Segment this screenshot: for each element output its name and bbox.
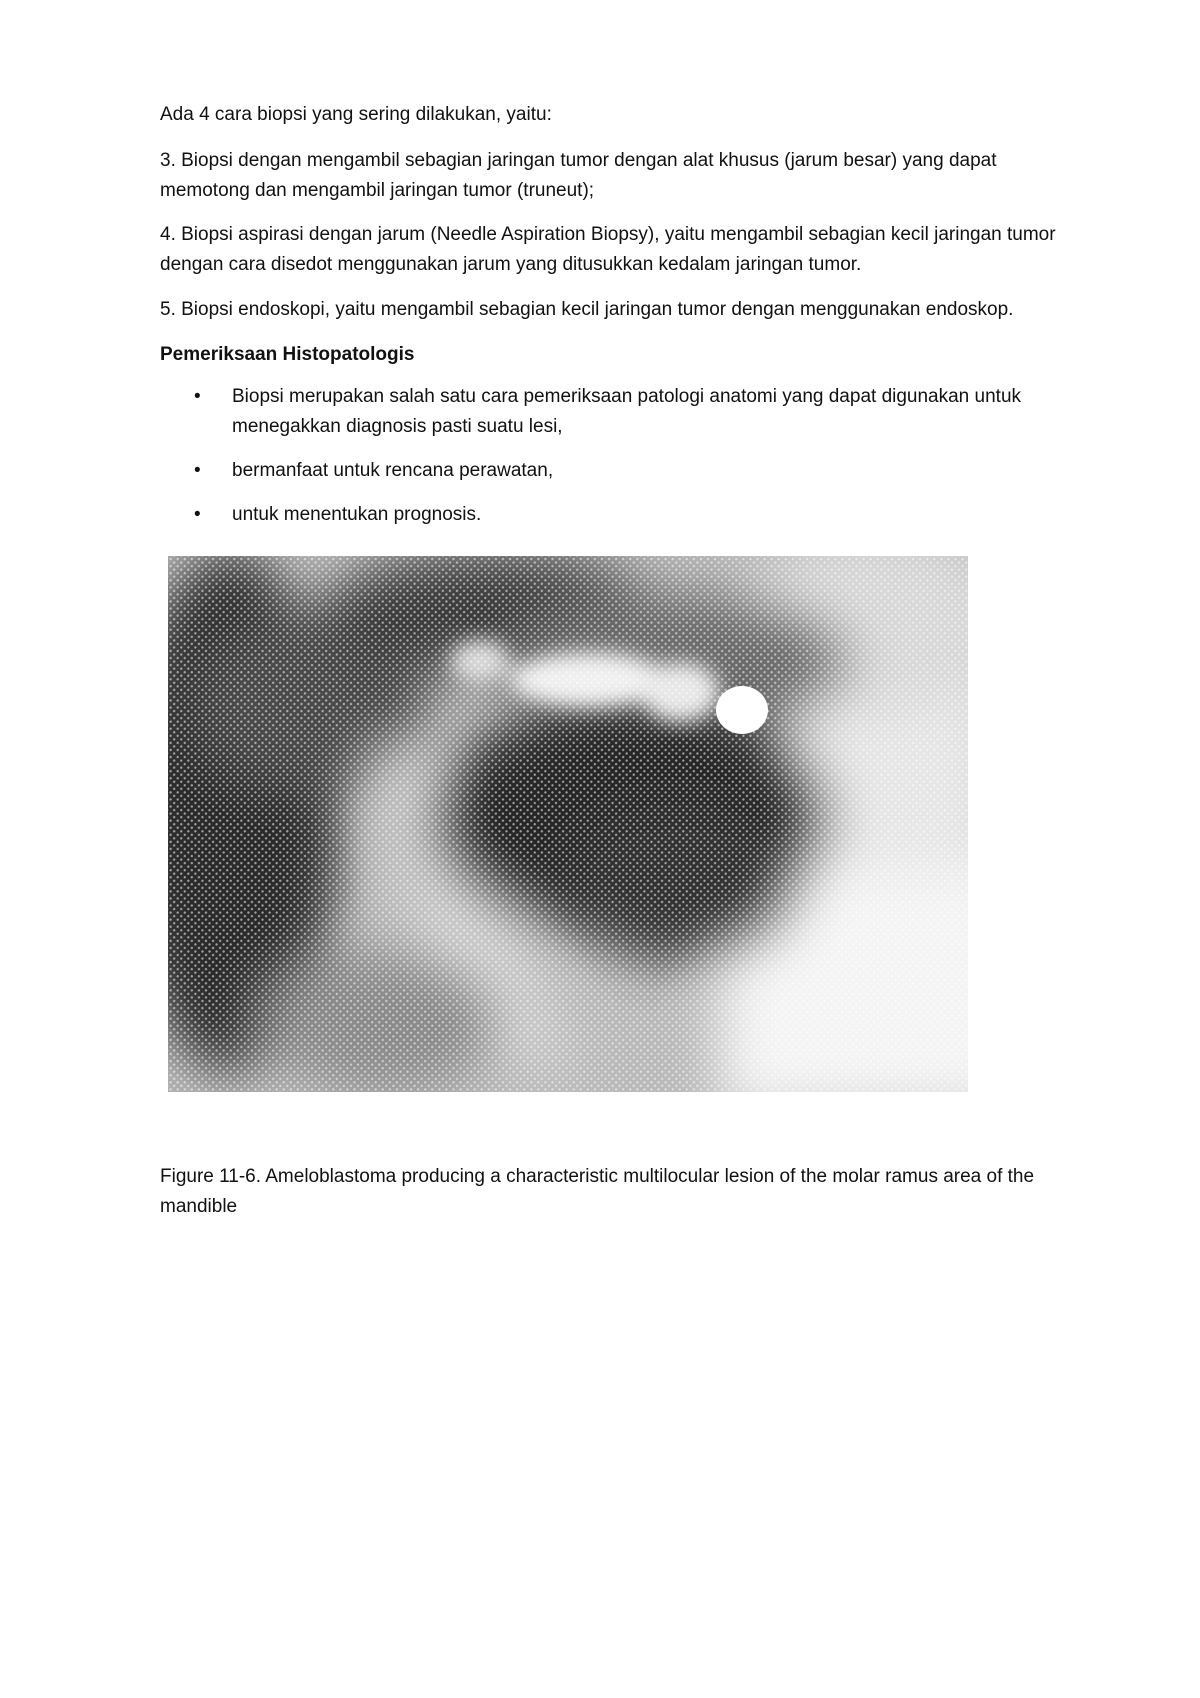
section-heading: Pemeriksaan Histopatologis bbox=[160, 344, 415, 365]
list-item-text: bermanfaat untuk rencana perawatan, bbox=[232, 460, 554, 481]
biopsy-item-5: 5. Biopsi endoskopi, yaitu mengambil sebagian kecil jaringan tumor dengan menggunakan endoskop. bbox=[160, 299, 1014, 320]
bullet-icon: • bbox=[194, 504, 201, 525]
figure-caption: Figure 11-6. Ameloblastoma producing a characteristic multilocular lesion of the molar ramus area of the mandible bbox=[160, 1166, 1035, 1217]
biopsy-item-3: 3. Biopsi dengan mengambil sebagian jaringan tumor dengan alat khusus (jarum besar) yang dapat memotong dan mengambil jaringan tumor (truneut); bbox=[160, 150, 997, 201]
bullet-icon: • bbox=[194, 460, 201, 481]
biopsy-item-4: 4. Biopsi aspirasi dengan jarum (Needle Aspiration Biopsy), yaitu mengambil sebagian kecil jaringan tumor dengan cara disedot menggunakan jarum yang ditusukkan kedalam jaringan tumor. bbox=[160, 224, 1056, 275]
list-item-text: Biopsi merupakan salah satu cara pemeriksaan patologi anatomi yang dapat digunakan untuk menegakkan diagnosis pasti suatu lesi, bbox=[232, 386, 1022, 437]
list-item bbox=[160, 456, 1080, 486]
radiograph-image bbox=[160, 552, 988, 1100]
list-item-text: untuk menentukan prognosis. bbox=[232, 504, 482, 525]
radiograph-figure bbox=[160, 552, 988, 1100]
list-item bbox=[160, 382, 1080, 442]
bullet-list bbox=[160, 382, 1080, 544]
list-item bbox=[160, 500, 1080, 530]
bullet-icon: • bbox=[194, 386, 201, 407]
intro-text: Ada 4 cara biopsi yang sering dilakukan, yaitu: bbox=[160, 104, 552, 125]
